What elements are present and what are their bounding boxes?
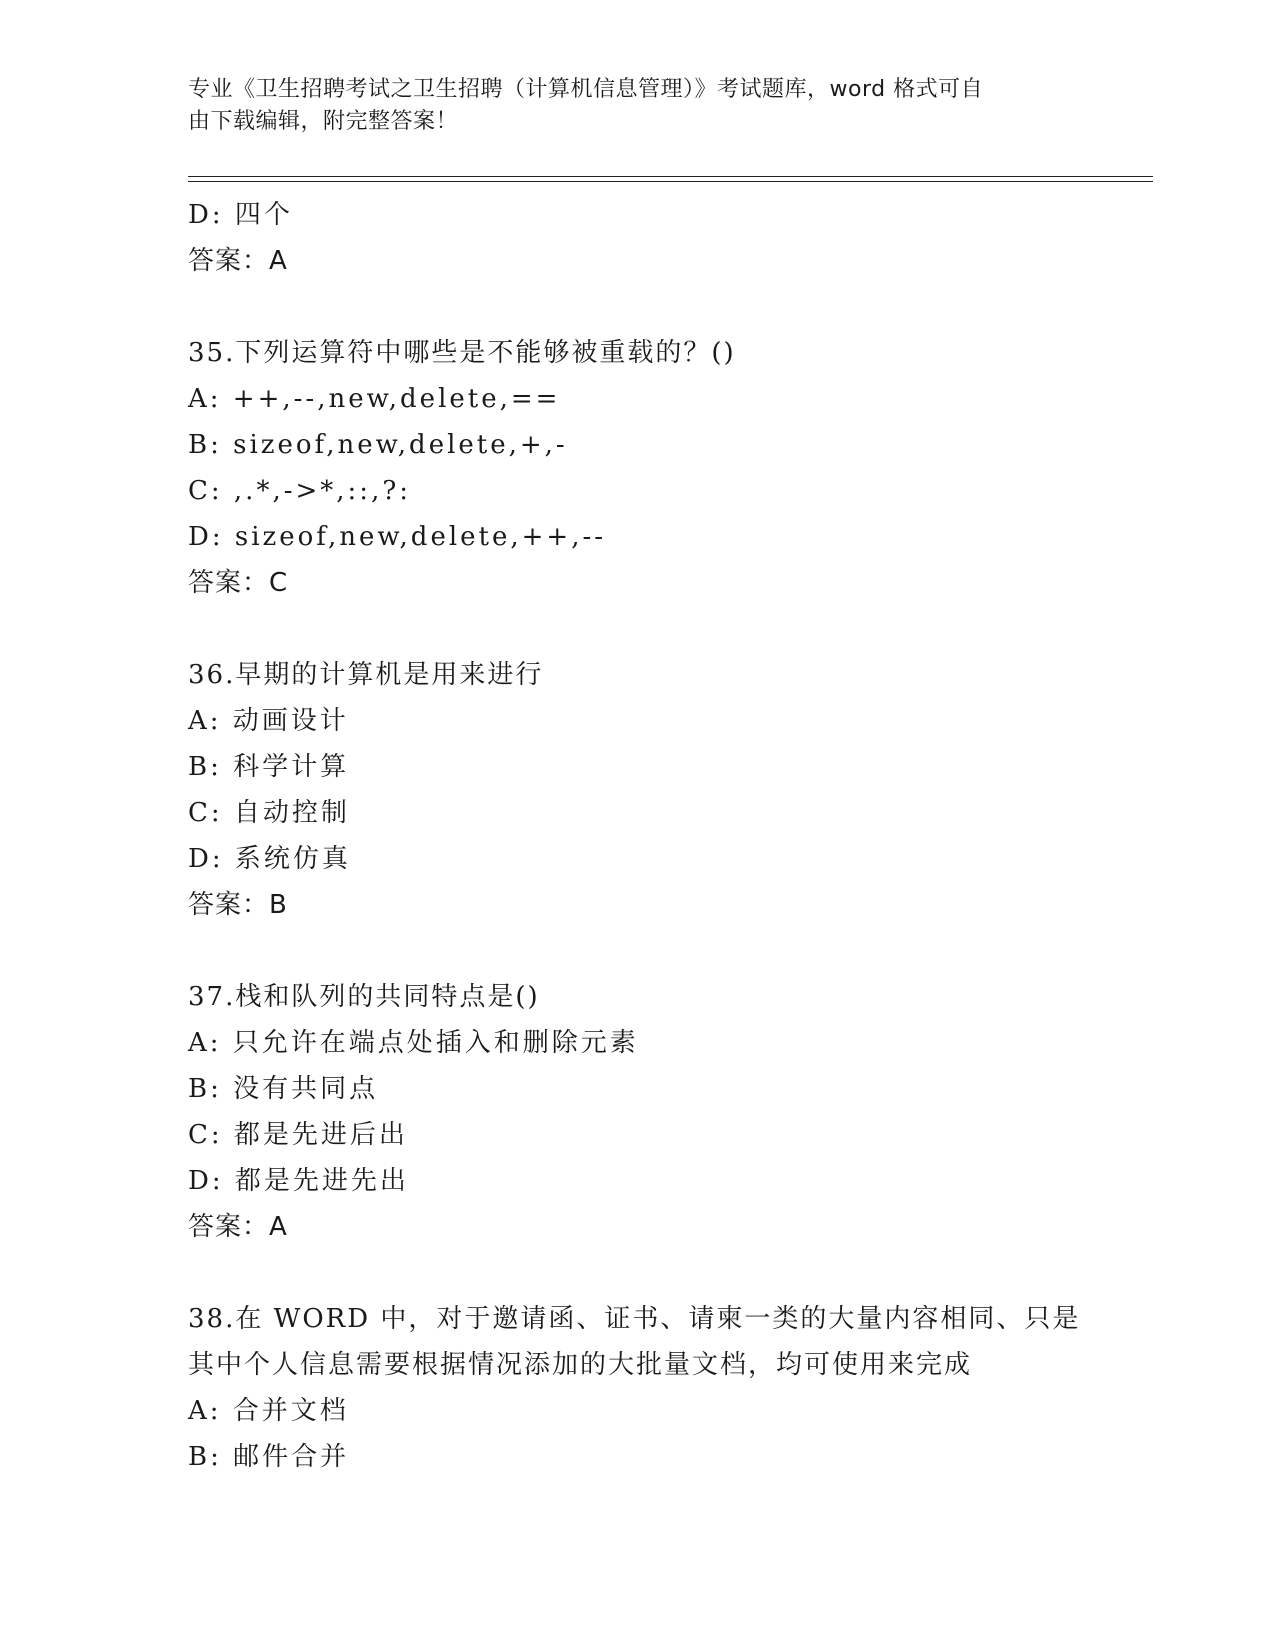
header-divider-top <box>188 176 1153 177</box>
option-a: A: 动画设计 <box>188 706 349 736</box>
header-line-2: 由下载编辑，附完整答案！ <box>188 109 459 134</box>
option-a: A: 合并文档 <box>188 1396 349 1426</box>
option-a: A: ++,--,new,delete,== <box>188 384 561 414</box>
question-36: 36.早期的计算机是用来进行 <box>188 660 544 690</box>
option-d: D: 都是先进先出 <box>188 1166 409 1196</box>
spacer <box>188 606 1148 652</box>
header-divider-bottom <box>188 181 1153 182</box>
option-c: C: 自动控制 <box>188 798 350 828</box>
question-38-line-1: 38.在 WORD 中，对于邀请函、证书、请柬一类的大量内容相同、只是 <box>188 1304 1081 1334</box>
option-c: C: 都是先进后出 <box>188 1120 408 1150</box>
option-c: C: ,.*,->*,::,?: <box>188 476 412 506</box>
header-line-1: 专业《卫生招聘考试之卫生招聘（计算机信息管理）》考试题库，word 格式可自 <box>188 77 984 102</box>
option-b: B: 邮件合并 <box>188 1442 350 1472</box>
option-d: D: 四个 <box>188 200 293 230</box>
option-d: D: 系统仿真 <box>188 844 351 874</box>
question-35: 35.下列运算符中哪些是不能够被重载的？() <box>188 338 736 368</box>
answer-line: 答案：A <box>188 1212 288 1242</box>
option-d: D: sizeof,new,delete,++,-- <box>188 522 607 552</box>
question-list <box>188 192 1148 1480</box>
answer-line: 答案：A <box>188 246 288 276</box>
option-a: A: 只允许在端点处插入和删除元素 <box>188 1028 639 1058</box>
answer-line: 答案：C <box>188 568 289 598</box>
question-37: 37.栈和队列的共同特点是() <box>188 982 540 1012</box>
spacer <box>188 284 1148 330</box>
answer-line: 答案：B <box>188 890 288 920</box>
question-38-line-2: 其中个人信息需要根据情况添加的大批量文档，均可使用来完成 <box>188 1350 973 1380</box>
spacer <box>188 1250 1148 1296</box>
option-b: B: 科学计算 <box>188 752 350 782</box>
document-header <box>188 74 1088 138</box>
option-b: B: 没有共同点 <box>188 1074 379 1104</box>
option-b: B: sizeof,new,delete,+,- <box>188 430 568 460</box>
spacer <box>188 928 1148 974</box>
